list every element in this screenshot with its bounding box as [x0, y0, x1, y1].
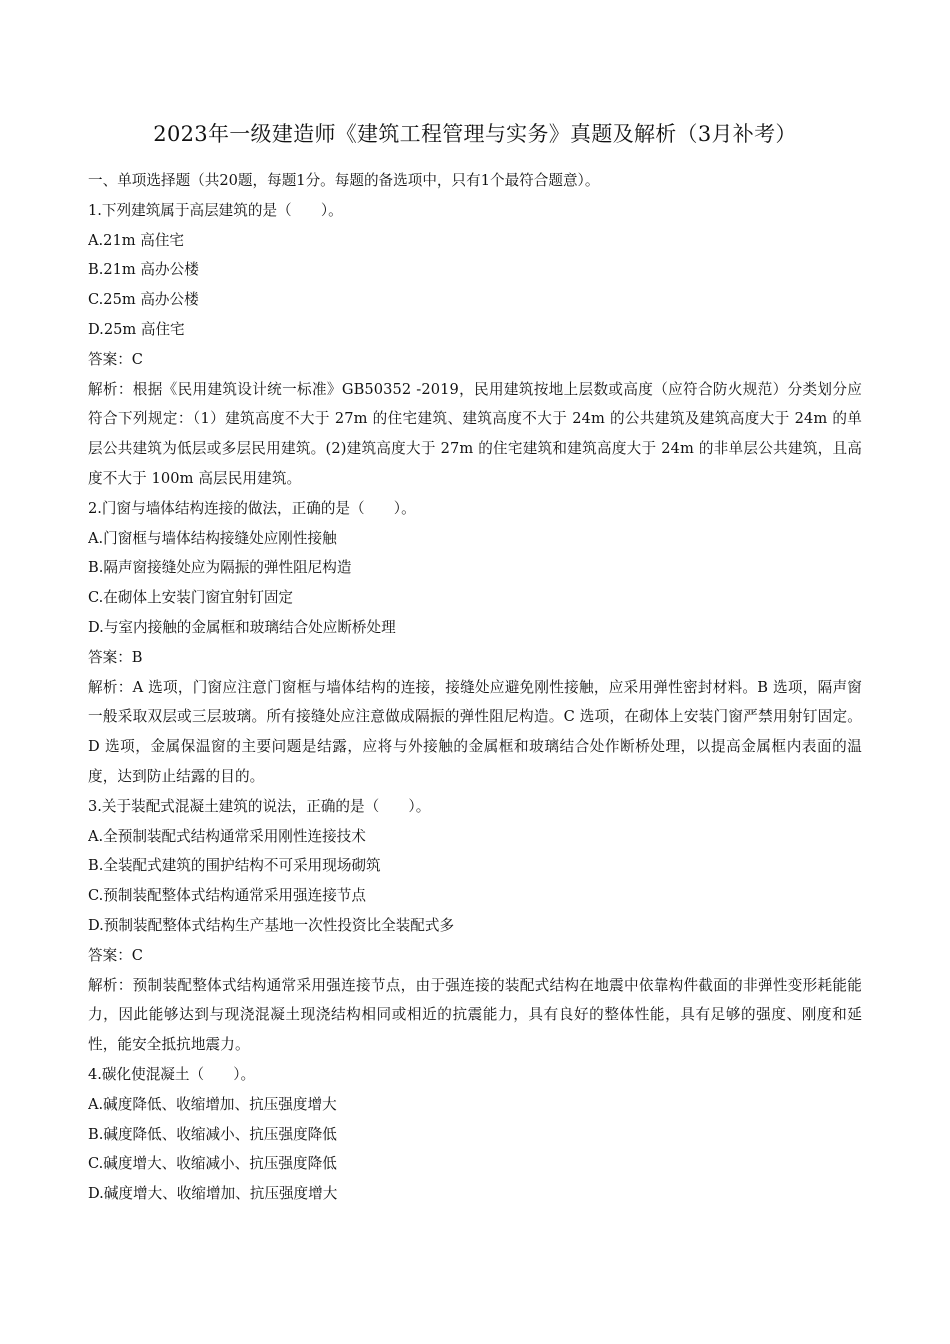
answer: 答案：C [88, 946, 143, 964]
option-b: B.21m 高办公楼 [88, 261, 199, 279]
document-body [88, 166, 862, 1209]
question-4 [88, 1060, 862, 1209]
section-header: 一、单项选择题（共20题，每题1分。每题的备选项中，只有1个最符合题意）。 [88, 172, 600, 189]
option-b: B.碱度降低、收缩减小、抗压强度降低 [88, 1125, 337, 1143]
option-b: B.隔声窗接缝处应为隔振的弹性阻尼构造 [88, 559, 352, 577]
option-c: C.碱度增大、收缩减小、抗压强度降低 [88, 1155, 337, 1173]
analysis: 解析：预制装配整体式结构通常采用强连接节点，由于强连接的装配式结构在地震中依靠构件截面的非弹性变形耗能能力，因此能够达到与现浇混凝土现浇结构相同或相近的抗震能力，具有良好的整体性能，具有足够的强度、刚度和延性，能安全抵抗地震力。 [88, 976, 862, 1054]
question-stem: 2.门窗与墙体结构连接的做法，正确的是（ ）。 [88, 499, 416, 517]
option-d: D.预制装配整体式结构生产基地一次性投资比全装配式多 [88, 916, 455, 934]
question-stem: 1.下列建筑属于高层建筑的是（ ）。 [88, 201, 343, 219]
question-stem: 3.关于装配式混凝土建筑的说法，正确的是（ ）。 [88, 797, 431, 815]
option-d: D.与室内接触的金属框和玻璃结合处应断桥处理 [88, 618, 396, 636]
answer: 答案：B [88, 648, 143, 666]
answer: 答案：C [88, 350, 143, 368]
option-a: A.碱度降低、收缩增加、抗压强度增大 [88, 1095, 337, 1113]
question-1 [88, 196, 862, 494]
option-c: C.在砌体上安装门窗宜射钉固定 [88, 589, 294, 607]
option-a: A.21m 高住宅 [88, 231, 185, 249]
analysis: 解析：根据《民用建筑设计统一标准》GB50352 -2019，民用建筑按地上层数或高度（应符合防火规范）分类划分应符合下列规定：（1）建筑高度不大于 27m 的住宅建筑、建筑高度不大于 24m 的公共建筑及建筑高度大于 24m 的单层公共建筑为低层或多层民用建筑。(2)建筑高度大于 27m 的住宅建筑和建筑高度大于 24m 的非单层公共建筑，且高度不大于 100m 高层民用建筑。 [88, 380, 862, 487]
question-stem: 4.碳化使混凝土（ ）。 [88, 1065, 256, 1083]
option-b: B.全装配式建筑的围护结构不可采用现场砌筑 [88, 857, 381, 875]
question-3 [88, 792, 862, 1060]
option-c: C.25m 高办公楼 [88, 291, 199, 309]
analysis: 解析：A 选项，门窗应注意门窗框与墙体结构的连接，接缝处应避免刚性接触，应采用弹性密封材料。B 选项，隔声窗一般采取双层或三层玻璃。所有接缝处应注意做成隔振的弹性阻尼构造。C 选项，在砌体上安装门窗严禁用射钉固定。D 选项，金属保温窗的主要问题是结露，应将与外接触的金属框和玻璃结合处作断桥处理，以提高金属框内表面的温度，达到防止结露的目的。 [88, 678, 862, 785]
option-a: A.全预制装配式结构通常采用刚性连接技术 [88, 827, 366, 845]
question-2 [88, 494, 862, 792]
option-c: C.预制装配整体式结构通常采用强连接节点 [88, 887, 366, 905]
option-d: D.25m 高住宅 [88, 320, 185, 338]
option-a: A.门窗框与墙体结构接缝处应刚性接触 [88, 529, 337, 547]
option-d: D.碱度增大、收缩增加、抗压强度增大 [88, 1185, 338, 1203]
page-title: 2023年一级建造师《建筑工程管理与实务》真题及解析（3月补考） [153, 122, 797, 146]
